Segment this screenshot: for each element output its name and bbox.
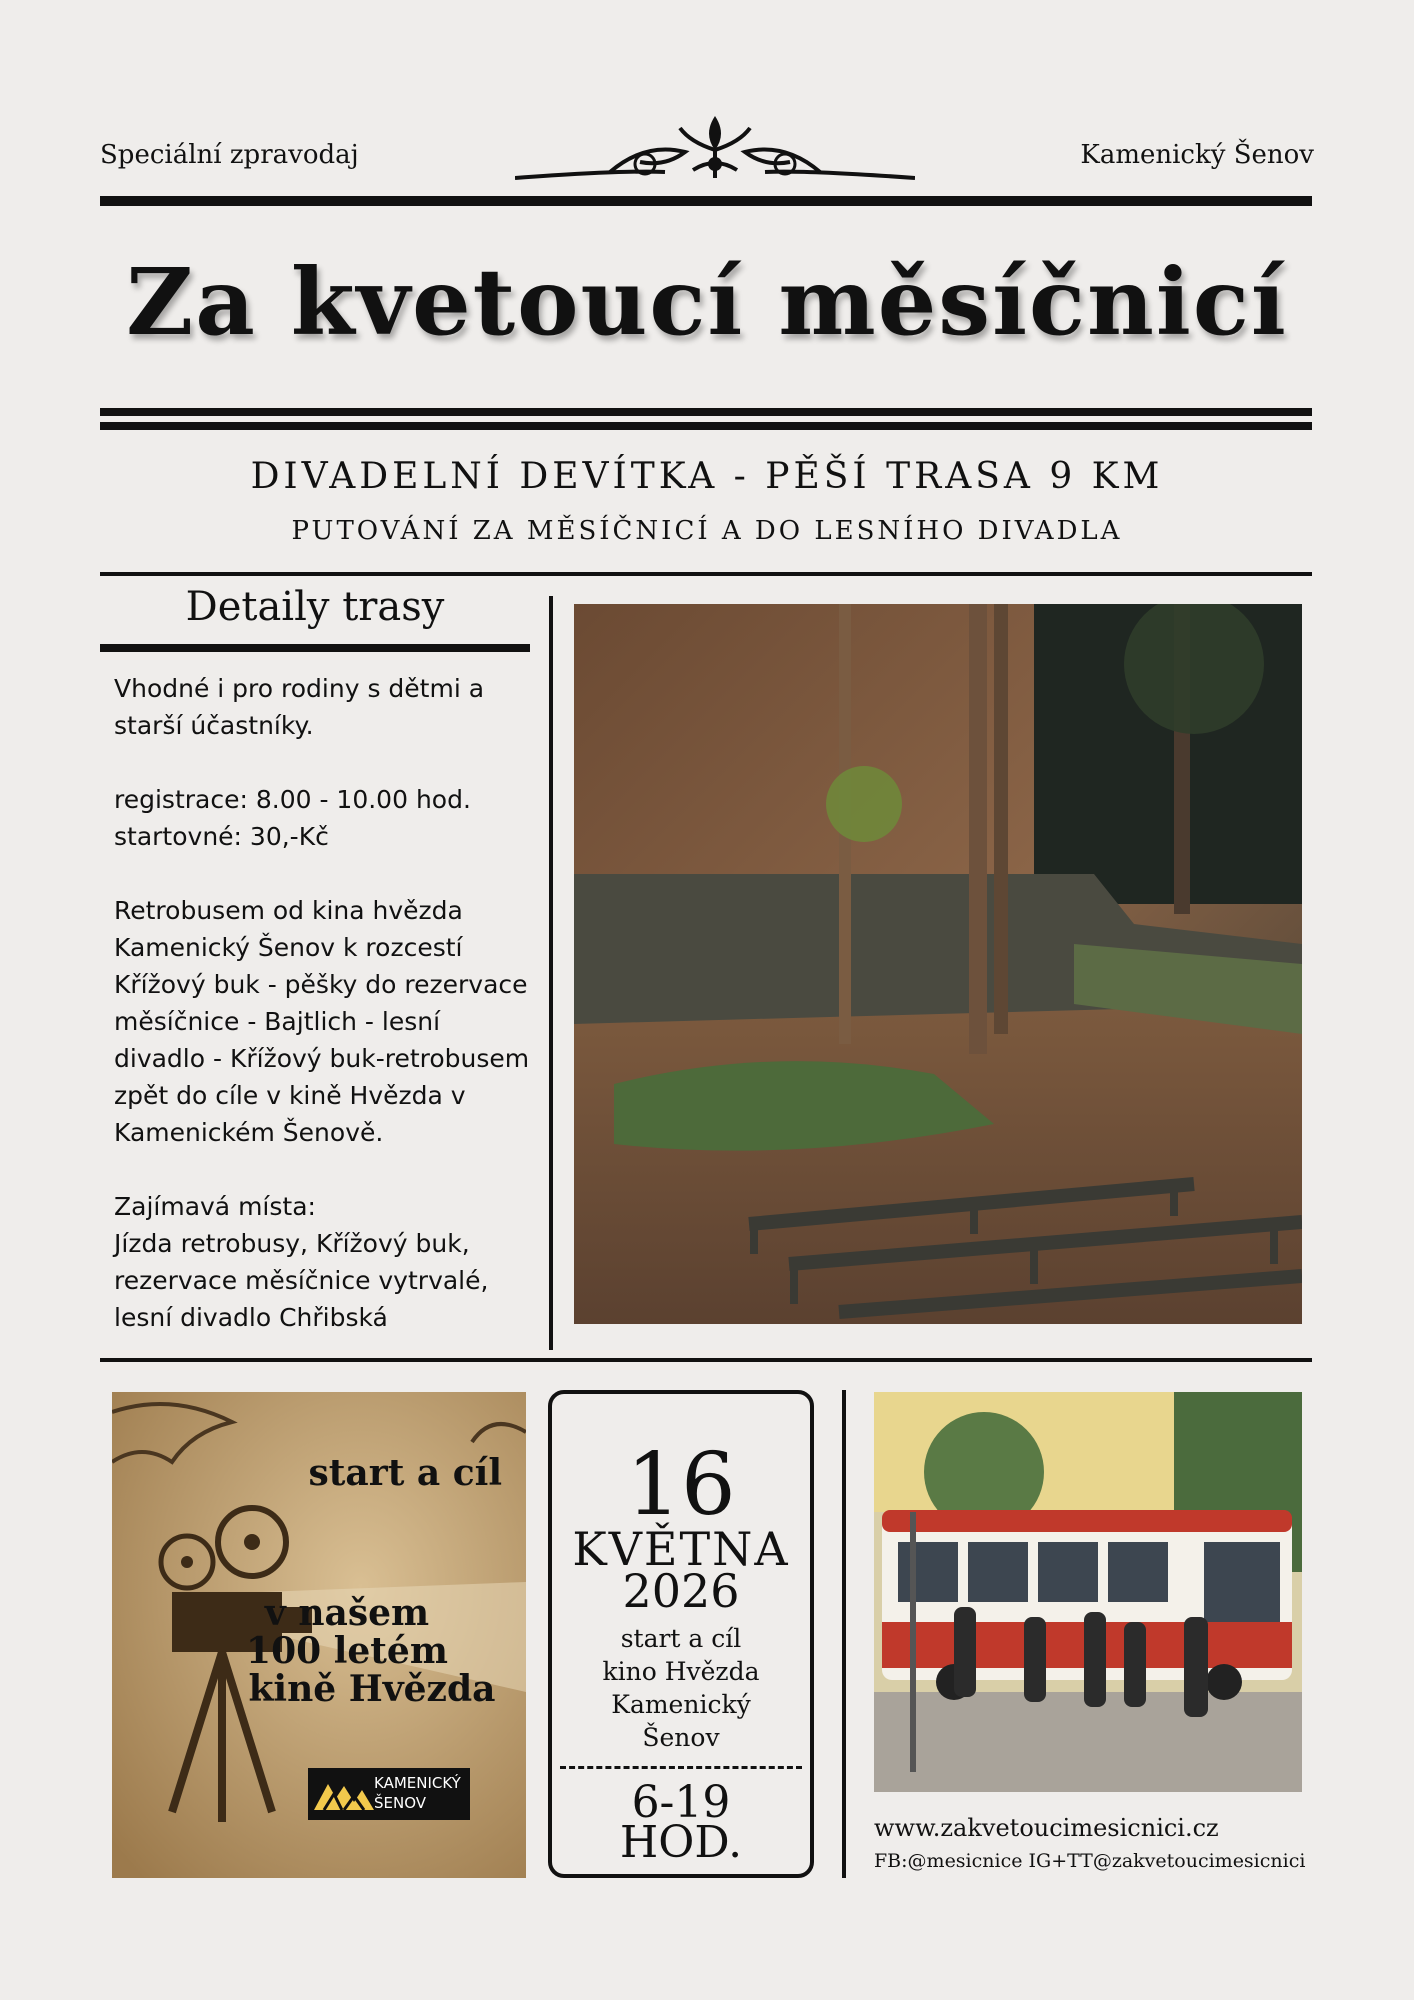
page-title: Za kvetoucí měsíčnicí — [126, 248, 1288, 356]
event-date-box — [548, 1390, 814, 1878]
venue-line-3: Kamenický — [611, 1690, 751, 1719]
poster-line-4: kině Hvězda — [248, 1668, 496, 1710]
top-rule — [100, 196, 1312, 206]
event-day: 16 — [626, 1435, 736, 1535]
header-right: Kamenický Šenov — [1080, 140, 1314, 170]
details-line: zpět do cíle v kině Hvězda v — [114, 1081, 466, 1110]
route-subtitle: DIVADELNÍ DEVÍTKA - PĚŠÍ TRASA 9 KM — [250, 456, 1164, 497]
details-underline — [100, 644, 530, 652]
details-line: starší účastníky. — [114, 711, 314, 740]
details-line: Vhodné i pro rodiny s dětmi a — [114, 674, 485, 703]
logo-text-1: KAMENICKÝ — [374, 1774, 461, 1792]
bottom-section-rule — [100, 1358, 1312, 1362]
forest-theatre-photo — [574, 604, 1302, 1324]
route-tagline: PUTOVÁNÍ ZA MĚSÍČNICÍ A DO LESNÍHO DIVADLA — [291, 516, 1123, 546]
title-rule-lower — [100, 422, 1312, 430]
details-line: divadlo - Křížový buk-retrobusem — [114, 1044, 530, 1073]
logo-text-2: ŠENOV — [374, 1794, 427, 1812]
website-link[interactable]: www.zakvetoucimesicnici.cz — [874, 1814, 1219, 1842]
event-month: KVĚTNA — [572, 1522, 790, 1576]
bottom-divider — [842, 1390, 846, 1878]
title-rule-upper — [100, 408, 1312, 416]
details-line: registrace: 8.00 - 10.00 hod. — [114, 785, 471, 814]
details-heading: Detaily trasy — [185, 584, 445, 630]
poster-line-2: v našem — [264, 1592, 430, 1634]
venue-line-2: kino Hvězda — [602, 1657, 760, 1686]
cinema-poster — [112, 1392, 526, 1878]
details-line: startovné: 30,-Kč — [114, 822, 329, 851]
mountain-logo-icon — [314, 1780, 374, 1810]
poster-line-1: start a cíl — [308, 1452, 502, 1494]
section-rule — [100, 572, 1312, 576]
header-left: Speciální zpravodaj — [100, 140, 359, 170]
column-divider — [549, 596, 553, 1350]
details-line: Zajímavá místa: — [114, 1192, 316, 1221]
details-line: Kamenický Šenov k rozcestí — [114, 933, 463, 962]
event-time-unit: HOD. — [619, 1817, 743, 1868]
details-line: rezervace měsíčnice vytrvalé, — [114, 1266, 489, 1295]
poster-line-3: 100 letém — [246, 1630, 448, 1672]
details-line: Retrobusem od kina hvězda — [114, 896, 463, 925]
venue-line-1: start a cíl — [620, 1624, 742, 1653]
dashed-divider — [560, 1766, 802, 1769]
details-line: Jízda retrobusy, Křížový buk, — [114, 1229, 470, 1258]
kamenicky-senov-logo — [308, 1768, 470, 1820]
retro-bus-photo — [874, 1392, 1302, 1792]
details-line: Kamenickém Šenově. — [114, 1118, 384, 1147]
event-time: 6-19 — [631, 1777, 731, 1828]
event-year: 2026 — [622, 1564, 740, 1618]
venue-line-4: Šenov — [642, 1723, 720, 1752]
details-line: lesní divadlo Chřibská — [114, 1303, 388, 1332]
details-line: měsíčnice - Bajtlich - lesní — [114, 1007, 441, 1036]
details-line: Křížový buk - pěšky do rezervace — [114, 970, 528, 999]
ornament-icon — [515, 112, 915, 188]
details-text — [114, 670, 534, 1336]
social-handles: FB:@mesicnice IG+TT@zakvetoucimesicnici — [874, 1850, 1306, 1872]
